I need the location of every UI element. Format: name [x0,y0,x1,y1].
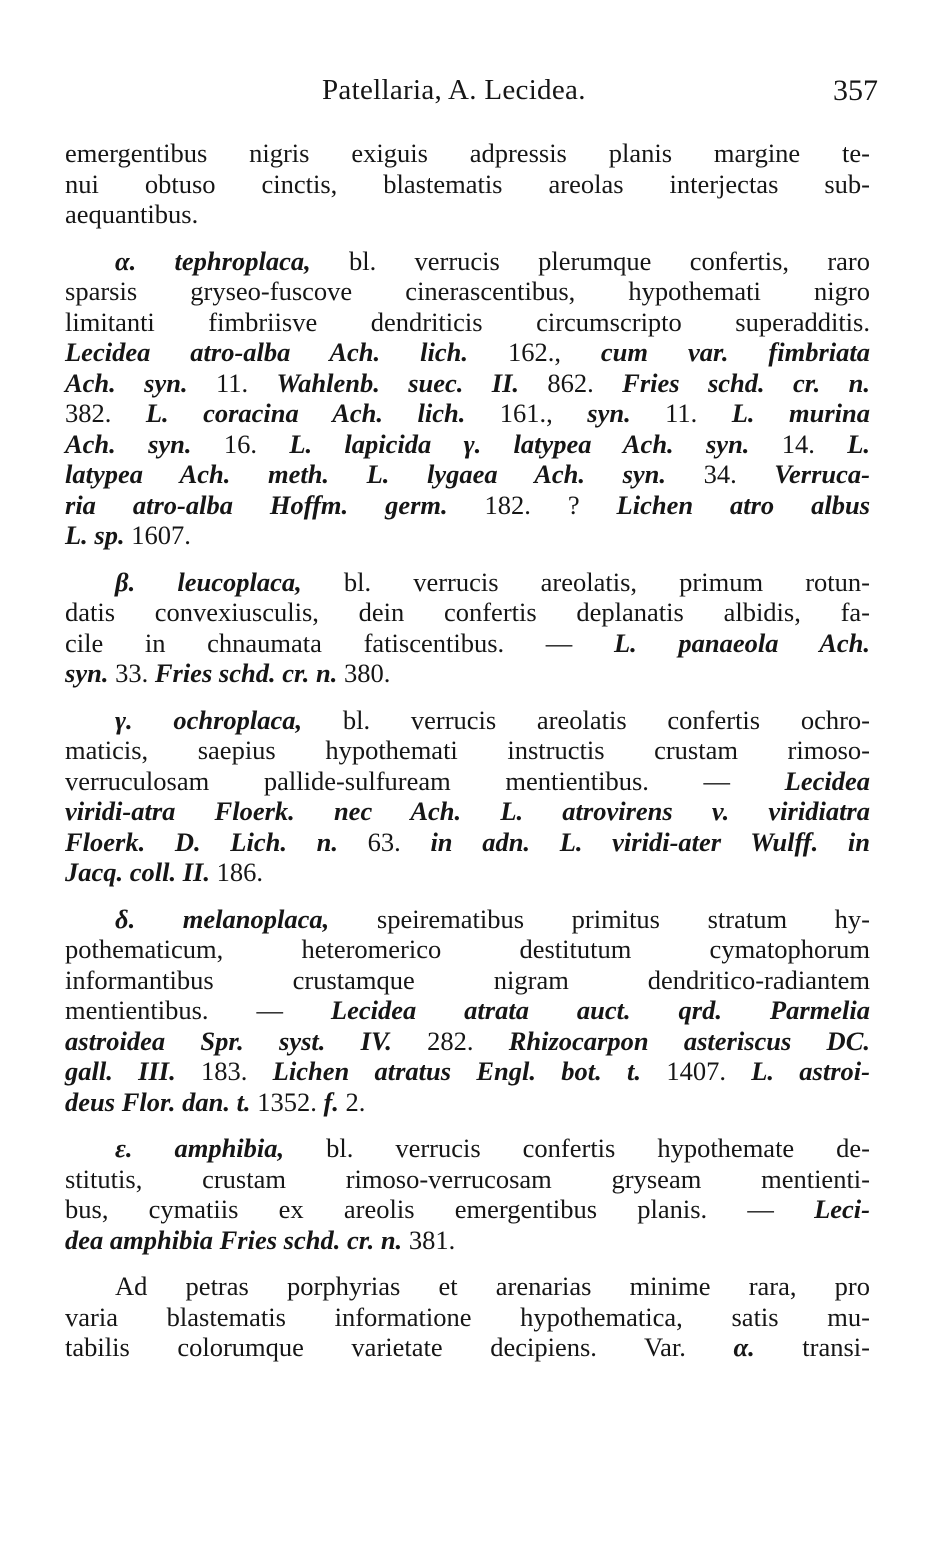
text-line [65,965,870,996]
page-header [0,74,930,110]
text-line [65,995,870,1026]
italic-citation-text: γ. ochroplaca, [115,704,303,735]
text-line [65,1133,870,1164]
italic-citation-text: α. tephroplaca, [115,245,311,276]
body-text: 282. [391,1025,509,1056]
italic-citation-text: Lecidea [784,765,870,796]
italic-citation-text: δ. melanoplaca, [115,903,330,934]
italic-citation-text: Verruca- [774,459,870,489]
text-line [65,429,870,460]
italic-citation-text: Ach. syn. [65,367,188,398]
body-text: nui obtuso cinctis, blastematis areolas interjectas sub- [65,168,870,199]
body-text: limitanti fimbriisve dendriticis circumscripto superadditis. [65,306,870,337]
italic-citation-text: L. lapicida γ. latypea Ach. syn. [289,428,750,459]
body-text: varia blastematis informatione hypothematica, satis mu- [65,1301,870,1332]
italic-citation-text: Fries schd. cr. n. [154,658,338,688]
body-text: 183. [175,1056,273,1086]
text-line [65,857,870,888]
italic-citation-text: in adn. L. viridi-ater Wulff. in [430,826,871,857]
body-text: Ad petras porphyrias et arenarias minime rara, pro [115,1271,870,1301]
italic-citation-text: f. [323,1086,339,1117]
italic-citation-text: ε. amphibia, [115,1133,285,1163]
text-line [65,1194,870,1225]
body-text: 382. [65,398,146,428]
italic-citation-text: Jacq. coll. II. [65,857,210,887]
italic-citation-text: Lichen atro albus [616,489,871,520]
italic-citation-text: cum var. fimbriata [600,337,870,367]
body-text: 14. [749,428,848,459]
body-text: 1407. [641,1056,752,1086]
paragraph [65,1133,870,1255]
text-line [65,766,870,797]
text-line [65,520,870,551]
italic-citation-text: viridi-atra Floerk. nec Ach. L. atrovirens v. viridiatra [65,796,870,826]
body-text: bl. verrucis plerumque confertis, raro [310,245,870,276]
italic-citation-text: L. astroi- [751,1056,870,1086]
body-text: 161., [465,398,588,428]
body-text: 11. [630,398,732,428]
italic-citation-text: Leci- [814,1194,870,1224]
italic-citation-text: Lecidea atrata auct. qrd. Parmelia [330,995,870,1025]
italic-citation-text: syn. [65,658,109,688]
italic-citation-text: L. panaeola Ach. [613,627,870,658]
text-line [65,628,870,659]
page-body [65,138,870,1379]
body-text: speirematibus primitus stratum hy- [329,903,870,934]
text-line [65,169,870,200]
paragraph [65,1271,870,1363]
italic-citation-text: L. sp. [65,520,125,550]
text-line [65,1056,870,1087]
text-line [65,1225,870,1256]
text-line [65,199,870,230]
text-line [65,705,870,736]
text-line [65,1332,870,1363]
text-line [65,735,870,766]
body-text: emergentibus nigris exiguis adpressis planis margine te- [65,138,870,168]
italic-citation-text: gall. III. [65,1056,176,1086]
text-line [65,368,870,399]
body-text: 182. ? [447,489,617,520]
body-text: bl. verrucis areolatis confertis ochro- [302,704,870,735]
body-text: 33. [108,658,155,688]
italic-citation-text: L. coracina Ach. lich. [145,398,466,428]
italic-citation-text: ria atro-alba Hoffm. germ. [65,489,448,520]
text-line [65,1087,870,1118]
body-text: tabilis colorumque varietate decipiens. Var. [65,1332,734,1362]
text-line [65,1026,870,1057]
paragraph [65,138,870,230]
body-text: sparsis gryseo-fuscove cinerascentibus, hypothemati nigro [65,276,870,306]
italic-citation-text: dea amphibia Fries schd. cr. n. [65,1224,403,1255]
text-line [65,1302,870,1333]
text-line [65,597,870,628]
text-line [65,1271,870,1302]
body-text: 34. [666,459,775,489]
italic-citation-text: L. [847,428,870,459]
body-text: verruculosam pallide-sulfuream mentientibus. — [65,765,785,796]
italic-citation-text: α. [733,1332,755,1362]
italic-citation-text: astroidea Spr. syst. IV. [65,1025,392,1056]
text-line [65,307,870,338]
body-text: 162., [467,337,601,367]
italic-citation-text: deus Flor. dan. t. [65,1086,251,1117]
body-text: pothematicum, heteromerico destitutum cymatophorum [65,934,870,964]
text-line [65,567,870,598]
italic-citation-text: Fries schd. cr. n. [622,367,870,398]
text-line [65,1164,870,1195]
italic-citation-text: Wahlenb. suec. II. [276,367,520,398]
italic-citation-text: latypea Ach. meth. L. lygaea Ach. syn. [65,459,667,489]
body-text: informantibus crustamque nigram dendritico-radiantem [65,964,870,995]
body-text: transi- [754,1332,870,1362]
text-line [65,337,870,368]
paragraph [65,246,870,551]
body-text: bus, cymatiis ex areolis emergentibus planis. — [65,1194,815,1224]
page-number: 357 [833,74,878,107]
running-title: Patellaria, A. Lecidea. [322,74,586,106]
text-line [65,490,870,521]
italic-citation-text: Lecidea atro-alba Ach. lich. [65,337,468,367]
body-text: 862. [519,367,623,398]
italic-citation-text: L. murina [731,398,871,428]
italic-citation-text: Floerk. D. Lich. n. [65,826,338,857]
body-text: mentientibus. — [65,995,331,1025]
text-line [65,138,870,169]
italic-citation-text: Rhizocarpon asteriscus DC. [508,1025,870,1056]
text-line [65,796,870,827]
body-text: 63. [338,826,431,857]
body-text: bl. verrucis confertis hypothemate de- [284,1133,870,1163]
body-text: stitutis, crustam rimoso-verrucosam gryseam mentienti- [65,1163,870,1194]
italic-citation-text: Ach. syn. [65,428,192,459]
body-text: 186. [210,857,263,887]
text-line [65,398,870,429]
body-text: 2. [338,1086,366,1117]
body-text: datis convexiusculis, dein confertis deplanatis albidis, fa- [65,597,870,627]
italic-citation-text: β. leucoplaca, [115,566,302,597]
body-text: bl. verrucis areolatis, primum rotun- [301,566,870,597]
text-line [65,246,870,277]
text-line [65,827,870,858]
paragraph [65,705,870,888]
body-text: cile in chnaumata fatiscentibus. — [65,627,614,658]
text-line [65,904,870,935]
body-text: 16. [191,428,290,459]
body-text: 1352. [250,1086,324,1117]
body-text: 11. [187,367,277,398]
text-line [65,658,870,689]
text-line [65,276,870,307]
italic-citation-text: Lichen atratus Engl. bot. t. [272,1056,642,1086]
paragraph [65,567,870,689]
italic-citation-text: syn. [587,398,631,428]
paragraph [65,904,870,1118]
body-text: aequantibus. [65,199,199,229]
text-line [65,934,870,965]
body-text: 1607. [124,520,191,550]
body-text: 381. [402,1224,456,1255]
body-text: maticis, saepius hypothemati instructis crustam rimoso- [65,735,870,765]
text-line [65,459,870,490]
body-text: 380. [337,658,391,688]
